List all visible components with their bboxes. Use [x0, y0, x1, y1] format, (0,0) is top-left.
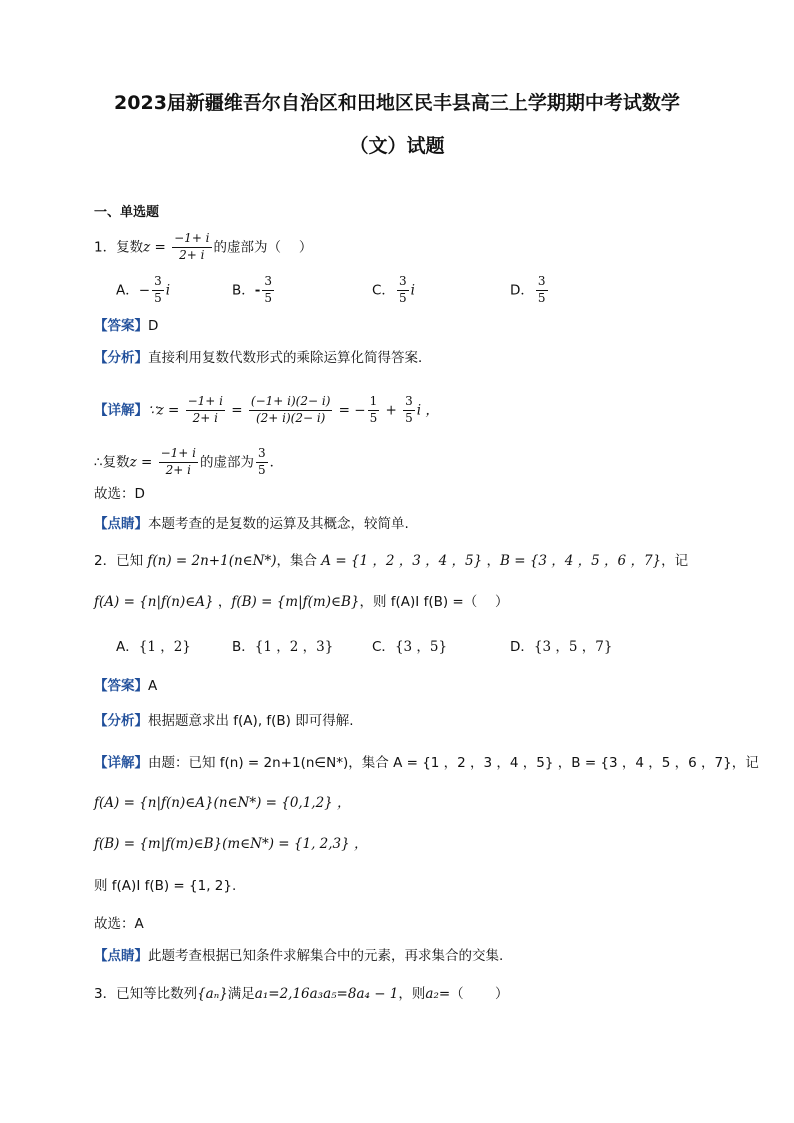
analysis-tag: 【分析】 — [94, 350, 148, 366]
q1-option-d-frac — [536, 275, 548, 306]
q1-option-a-frac — [152, 275, 164, 306]
q3-text-d: =（ ） — [438, 986, 509, 1002]
q1-pre: 复数 — [116, 239, 144, 256]
q1-therefore-v-num: 3 — [256, 447, 268, 463]
q3-text-b: 满足 — [227, 986, 255, 1002]
q1-option-a-tail: i — [165, 282, 171, 299]
q1-option-d-label: D． — [510, 282, 534, 299]
q1-detail-frac-1 — [186, 395, 225, 426]
q2-line1-b: ，集合 — [276, 553, 322, 569]
q2-option-c-value: {3 ，5} — [394, 639, 448, 655]
comment-tag: 【点睛】 — [94, 948, 148, 964]
q1-option-d[interactable] — [510, 275, 550, 306]
q1-option-a[interactable] — [116, 275, 170, 306]
q1-detail-frac-3 — [368, 395, 380, 426]
q1-comment — [94, 518, 409, 532]
q3-text-a: 已知等比数列 — [116, 986, 198, 1002]
q1-number: 1． — [94, 239, 117, 256]
q3-ask: a₂ — [425, 986, 439, 1002]
q1-detail-eq: = − — [334, 402, 366, 419]
q2-analysis-text: 根据题意求出 f(A), f(B) 即可得解. — [148, 713, 354, 729]
q1-detail-f3-num: 1 — [368, 395, 380, 411]
q2-option-b-label: B． — [232, 639, 255, 655]
q1-eq: = — [150, 239, 171, 256]
q1-frac-den: 2+ i — [179, 247, 205, 262]
q2-option-a-value: {1 ，2} — [138, 639, 191, 655]
q3-sequence: {aₙ} — [197, 986, 228, 1002]
q1-therefore-value — [256, 447, 268, 478]
q2-detail-line1-text: 由题：已知 f(n) = 2n+1(n∈N*)，集合 A = {1 ，2 ，3 ，4 ，5} ，B = {3 ，4 ，5 ，6 ，7}，记 — [148, 755, 759, 771]
q1-option-a-sign: − — [138, 282, 151, 299]
q1-option-b[interactable] — [232, 275, 276, 306]
q2-option-a[interactable] — [116, 641, 191, 655]
q1-detail-f1-den: 2+ i — [192, 410, 218, 425]
q1-detail-f1-num: −1+ i — [186, 395, 225, 411]
q1-detail-frac-4 — [403, 395, 415, 426]
comment-tag: 【点睛】 — [94, 516, 148, 532]
q1-therefore-v-den: 5 — [258, 462, 266, 477]
q2-line1-d: ，记 — [661, 553, 689, 569]
q2-line1-a: 已知 — [116, 553, 148, 569]
q2-answer — [94, 680, 157, 694]
q1-detail-f3-den: 5 — [369, 410, 378, 425]
q2-comment-text: 此题考查根据已知条件求解集合中的元素，再求集合的交集. — [148, 948, 504, 964]
detail-tag: 【详解】 — [94, 402, 148, 419]
q1-therefore-f-den: 2+ i — [165, 462, 191, 477]
title-line-2: （文）试题 — [349, 135, 445, 157]
q1-option-b-sign: - — [254, 282, 261, 299]
q1-option-b-den: 5 — [264, 290, 273, 305]
q2-detail-line-3: f(B) = {m|f(m)∈B}(m∈N*) = {1, 2,3} ， — [94, 836, 368, 852]
q2-option-a-label: A． — [116, 639, 139, 655]
q1-detail — [94, 395, 439, 426]
q1-therefore-pre: ∴复数 — [94, 454, 130, 471]
analysis-tag: 【分析】 — [94, 713, 148, 729]
q2-analysis — [94, 715, 354, 729]
q1-option-a-num: 3 — [152, 275, 164, 291]
q2-fa: f(A) = {n|f(n)∈A} — [94, 594, 214, 610]
q1-option-c-frac — [397, 275, 409, 306]
q1-post: 的虚部为（ ） — [213, 239, 313, 256]
q2-answer-value: A — [148, 678, 158, 694]
q1-option-b-label: B． — [232, 282, 255, 299]
q1-detail-frac-2 — [249, 395, 332, 426]
q1-choose: 故选：D — [94, 486, 145, 502]
q1-detail-lead: ∵z = — [148, 402, 184, 419]
q1-fraction — [172, 232, 211, 263]
q3-condition: a₁=2,16a₃a₅=8a₄ − 1 — [254, 986, 399, 1002]
q3-text-c: ，则 — [398, 986, 426, 1002]
q1-therefore-z: z = — [129, 454, 157, 471]
q1-detail-f2-den: (2+ i)(2− i) — [255, 410, 326, 425]
answer-tag: 【答案】 — [94, 318, 148, 334]
q2-choose: 故选：A — [94, 916, 144, 932]
q2-set-a: A = {1 ，2 ，3 ，4 ，5} — [321, 553, 483, 569]
q1-option-c[interactable] — [372, 275, 415, 306]
q2-stem-line-2 — [94, 596, 509, 610]
q1-detail-tail: i ， — [416, 402, 439, 419]
q2-comment — [94, 950, 503, 964]
q2-number: 2． — [94, 553, 117, 569]
q1-option-b-num: 3 — [262, 275, 274, 291]
q2-stem-line-1 — [94, 555, 688, 569]
answer-tag: 【答案】 — [94, 678, 148, 694]
q2-option-c[interactable] — [372, 641, 447, 655]
q2-detail-line-2: f(A) = {n|f(n)∈A}(n∈N*) = {0,1,2} ， — [94, 795, 351, 811]
q3-number: 3． — [94, 986, 117, 1002]
q1-therefore-frac — [159, 447, 198, 478]
q1-detail-mid: = — [227, 402, 247, 419]
q1-detail-f4-num: 3 — [403, 395, 415, 411]
q2-option-c-label: C． — [372, 639, 395, 655]
q2-option-d-value: {3 ，5 ，7} — [533, 639, 613, 655]
q1-option-d-num: 3 — [536, 275, 548, 291]
q1-option-b-frac — [262, 275, 274, 306]
q1-detail-f4-den: 5 — [405, 410, 413, 425]
q2-option-d[interactable] — [510, 641, 612, 655]
q1-comment-text: 本题考查的是复数的运算及其概念，较简单. — [148, 516, 409, 532]
q2-option-d-label: D． — [510, 639, 534, 655]
q1-therefore-end: ． — [269, 454, 284, 471]
section-heading: 一、单选题 — [94, 205, 160, 220]
q1-therefore-f-num: −1+ i — [159, 447, 198, 463]
q1-option-d-den: 5 — [537, 290, 546, 305]
q1-stem — [94, 232, 312, 263]
q1-answer — [94, 320, 158, 334]
title-line-1: 2023届新疆维吾尔自治区和田地区民丰县高三上学期期中考试数学 — [114, 92, 680, 114]
q1-detail-plus: + — [381, 402, 402, 419]
q2-detail-line-4: 则 f(A)I f(B) = {1, 2}. — [94, 878, 237, 894]
q1-frac-num: −1+ i — [172, 232, 211, 248]
q1-option-a-den: 5 — [154, 290, 162, 305]
q1-option-c-label: C． — [372, 282, 395, 299]
q2-line1-c: ， — [482, 553, 501, 569]
detail-tag: 【详解】 — [94, 755, 148, 771]
q1-answer-value: D — [148, 318, 159, 334]
q2-fb: f(B) = {m|f(m)∈B} — [231, 594, 360, 610]
q1-therefore-mid: 的虚部为 — [200, 454, 255, 471]
q2-option-b[interactable] — [232, 641, 333, 655]
q1-option-c-tail: i — [410, 282, 415, 299]
q1-option-c-num: 3 — [397, 275, 409, 291]
q1-analysis-text: 直接利用复数代数形式的乘除运算化简得答案． — [148, 350, 432, 366]
q2-sep: ， — [213, 594, 232, 610]
q2-function: f(n) = 2n+1(n∈N*) — [147, 553, 277, 569]
q3-stem — [94, 988, 508, 1002]
q1-option-c-den: 5 — [398, 290, 407, 305]
q1-therefore — [94, 447, 283, 478]
q2-detail-line-1 — [94, 757, 759, 771]
q2-line2-tail: ，则 f(A)I f(B) =（ ） — [359, 594, 509, 610]
q2-set-b: B = {3 ，4 ，5 ，6 ，7} — [500, 553, 662, 569]
q1-z: z — [143, 239, 151, 256]
q2-option-b-value: {1 ，2 ，3} — [254, 639, 334, 655]
q1-analysis — [94, 352, 432, 366]
q1-option-a-label: A． — [116, 282, 139, 299]
q1-detail-f2-num: (−1+ i)(2− i) — [249, 395, 332, 411]
